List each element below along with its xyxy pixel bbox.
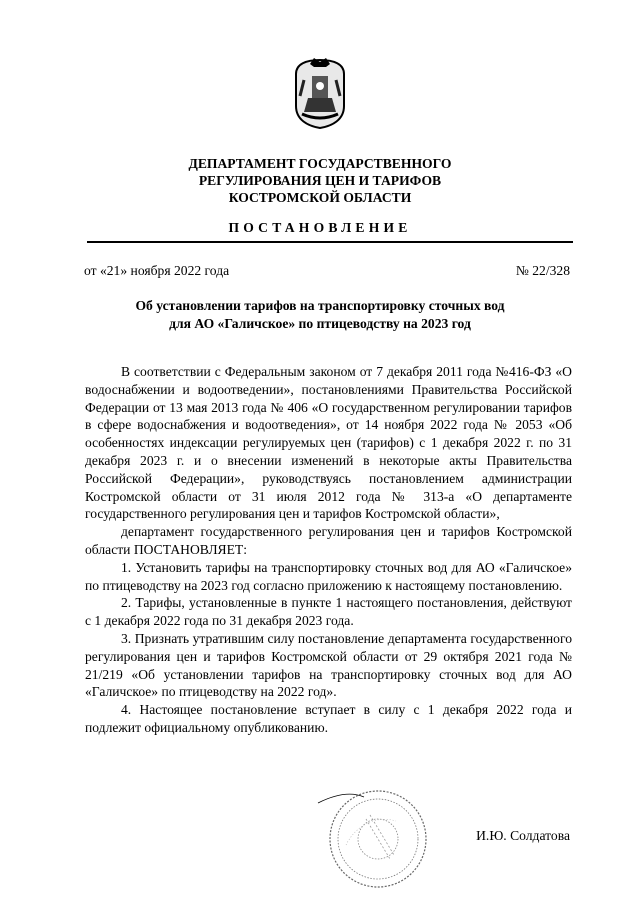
header-line-2: РЕГУЛИРОВАНИЯ ЦЕН И ТАРИФОВ xyxy=(198,173,442,188)
paragraph-item-1: 1. Установить тарифы на транспортировку сточных вод для АО «Галичское» по птицеводству на 2023 год согласно приложению к настоящему постановлению. xyxy=(85,559,572,593)
paragraph-resolves: департамент государственного регулирования цен и тарифов Костромской области ПОСТАНОВЛЯЕТ: xyxy=(85,524,572,557)
paragraph-item-2: 2. Тарифы, установленные в пункте 1 настоящего постановления, действуют с 1 декабря 2022 года по 31 декабря 2023 года. xyxy=(85,595,572,629)
document-body xyxy=(85,363,572,737)
issuer-header xyxy=(0,155,640,206)
document-number: № 22/328 xyxy=(515,263,570,278)
paragraph-preamble: В соответствии с Федеральным законом от 7 декабря 2011 года №416-ФЗ «О водоснабжении и водоотведении», постановлениями Правительства Российской Федерации от 13 мая 2013 года № 406 «О государственном регулировании тарифов в сфере водоснабжения и водоотведения», от 14 ноября 2022 года № 2053 «Об особенностях индексации регулируемых цен (тарифов) с 1 декабря 2022 г. по 31 декабря 2023 г. и о внесении изменений в некоторые акты Правительства Российской Федерации», руководствуясь постановлением администрации Костромской области от 31 июля 2012 года № 313-а «О департаменте государственного регулирования цен и тарифов Костромской области», xyxy=(85,364,572,522)
document-subject xyxy=(0,297,640,333)
document-type: ПОСТАНОВЛЕНИЕ xyxy=(228,220,412,235)
coat-of-arms-emblem xyxy=(292,56,348,130)
official-stamp-seal xyxy=(316,785,440,889)
title-underline xyxy=(87,241,573,243)
subject-line-1: Об установлении тарифов на транспортировку сточных вод xyxy=(135,298,505,313)
document-date: от «21» ноября 2022 года xyxy=(84,263,230,278)
paragraph-item-4: 4. Настоящее постановление вступает в силу с 1 декабря 2022 года и подлежит официальному опубликованию. xyxy=(85,702,572,735)
header-line-3: КОСТРОМСКОЙ ОБЛАСТИ xyxy=(228,190,412,205)
subject-line-2: для АО «Галичское» по птицеводству на 2023 год xyxy=(169,316,471,331)
signatory-name: И.Ю. Солдатова xyxy=(476,828,570,843)
header-line-1: ДЕПАРТАМЕНТ ГОСУДАРСТВЕННОГО xyxy=(188,156,452,171)
paragraph-item-3: 3. Признать утратившим силу постановление департамента государственного регулирования цен и тарифов Костромской области от 29 октября 2021 года № 21/219 «Об установлении тарифов на транспортировку сточных вод для АО «Галичское» по птицеводству на 2022 год». xyxy=(85,630,572,700)
